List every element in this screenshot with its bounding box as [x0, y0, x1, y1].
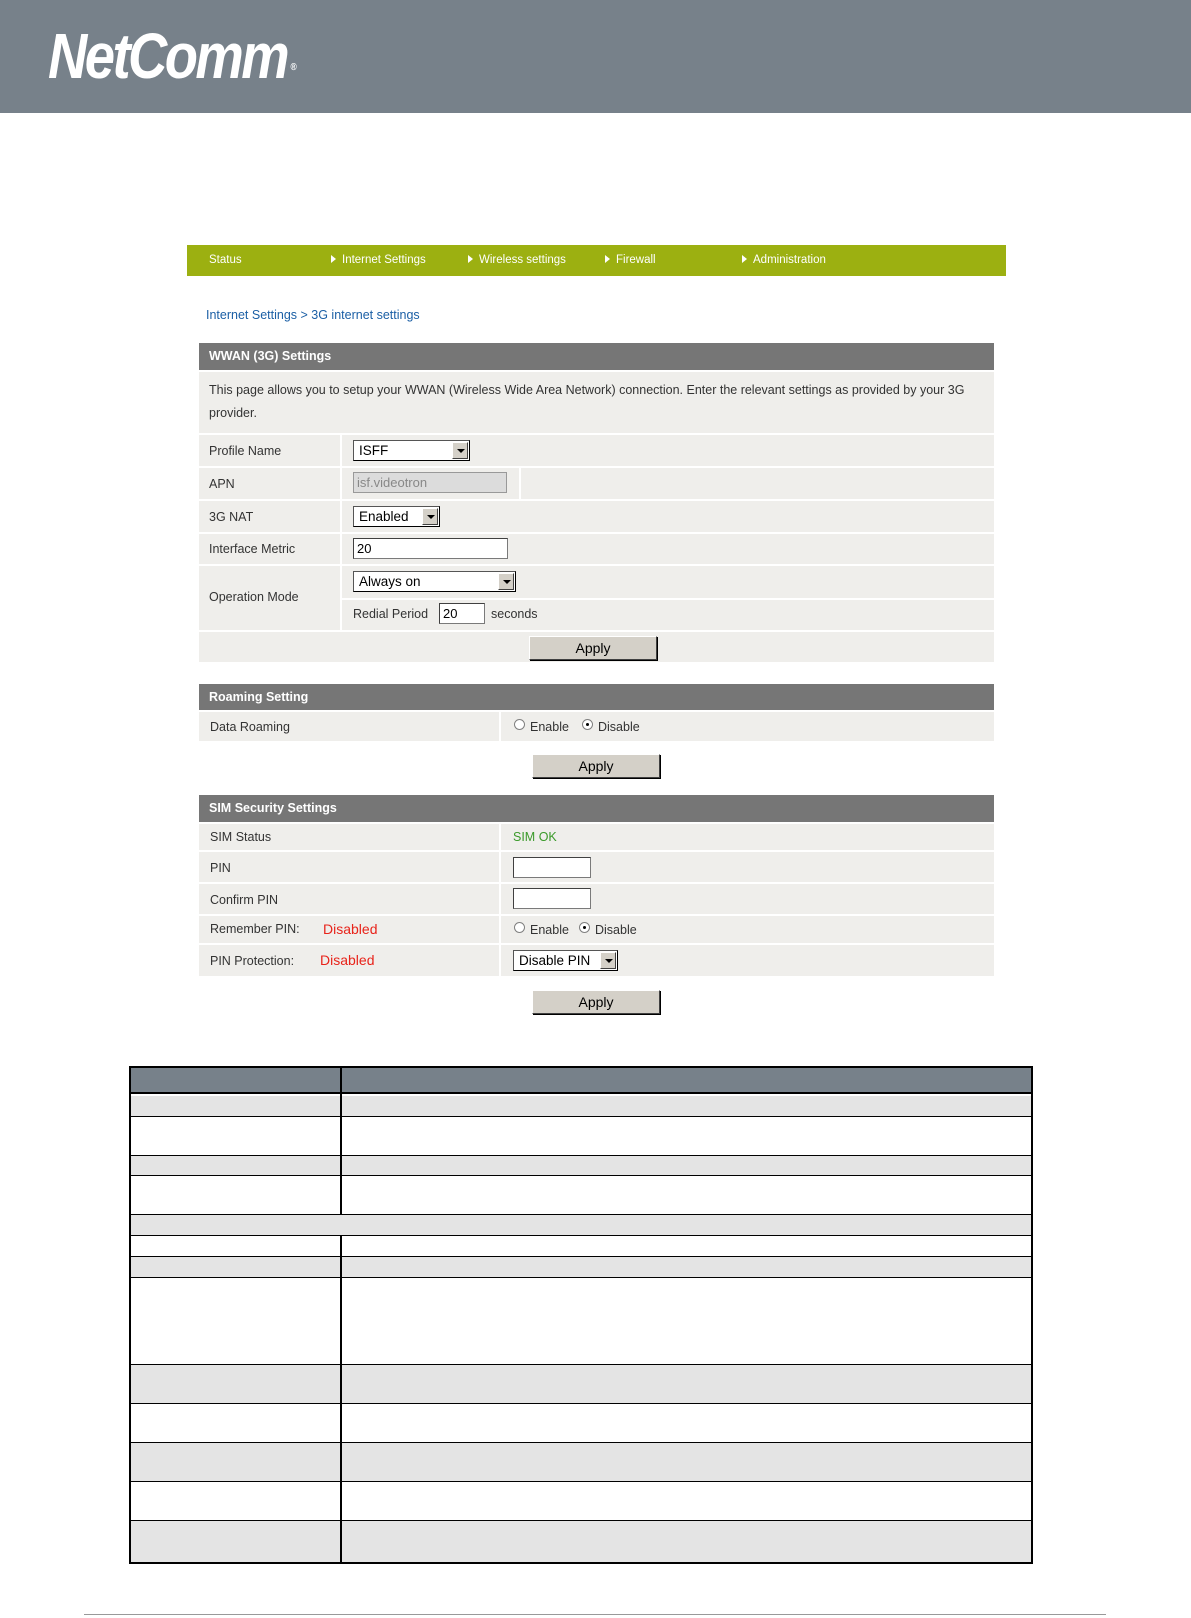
remember-pin-enable-radio[interactable] [514, 922, 525, 933]
arrow-right-icon [742, 255, 747, 263]
table-column-divider [340, 1068, 342, 1215]
netcomm-logo [48, 20, 297, 92]
pin-protection-state: Disabled [320, 952, 375, 968]
footer-divider [84, 1614, 1106, 1615]
wwan-description: This page allows you to setup your WWAN (Wireless Wide Area Network) connection. Enter the relevant settings as provided by your 3G provider. [199, 370, 994, 433]
nav-internet-settings-label: Internet Settings [342, 254, 426, 266]
nav-status-label: Status [209, 254, 242, 266]
confirm-pin-input[interactable] [513, 888, 591, 909]
interface-metric-label: Interface Metric [209, 542, 296, 556]
arrow-right-icon [468, 255, 473, 263]
nat-value: Enabled [359, 509, 409, 524]
redial-period-label: Redial Period [353, 607, 429, 621]
operation-mode-select[interactable] [353, 571, 516, 592]
table-row [131, 1176, 1031, 1215]
sim-security-panel [199, 795, 994, 976]
table-row [131, 1404, 1031, 1443]
roaming-enable-radio[interactable] [514, 719, 525, 730]
remember-pin-state: Disabled [323, 921, 378, 937]
column-divider [340, 468, 342, 499]
roaming-disable-radio[interactable] [582, 719, 593, 730]
arrow-right-icon [331, 255, 336, 263]
table-row [131, 1443, 1031, 1482]
chevron-down-icon[interactable] [452, 442, 468, 459]
pin-protection-select[interactable] [513, 950, 618, 971]
row-divider [342, 598, 994, 600]
redial-period-input[interactable]: 20 [439, 603, 485, 624]
sim-panel-title: SIM Security Settings [199, 795, 994, 822]
operation-mode-row [199, 564, 994, 630]
pin-row [199, 850, 994, 882]
sim-status-row [199, 822, 994, 850]
nav-status[interactable] [209, 245, 242, 276]
sim-status-value: SIM OK [513, 830, 557, 844]
remember-pin-disable-radio[interactable] [579, 922, 590, 933]
profile-name-value: ISFF [359, 443, 389, 458]
sim-apply-button[interactable]: Apply [532, 990, 660, 1014]
nat-label: 3G NAT [209, 510, 254, 524]
column-divider [340, 501, 342, 532]
operation-mode-label: Operation Mode [209, 590, 299, 604]
nav-wireless-settings-label: Wireless settings [479, 254, 566, 266]
roaming-panel [199, 684, 994, 741]
table-header [131, 1068, 1031, 1094]
table-row [131, 1117, 1031, 1156]
roaming-apply-button[interactable]: Apply [532, 754, 660, 778]
roaming-disable-label: Disable [598, 720, 640, 734]
pin-protection-row [199, 943, 994, 976]
chevron-down-icon[interactable] [422, 508, 438, 525]
table-row [131, 1521, 1031, 1562]
sim-status-label: SIM Status [210, 830, 272, 844]
chevron-down-icon[interactable] [498, 573, 514, 590]
arrow-right-icon [605, 255, 610, 263]
wwan-settings-panel [199, 343, 994, 662]
table-row [131, 1278, 1031, 1365]
nav-firewall-label: Firewall [616, 254, 656, 266]
confirm-pin-row [199, 882, 994, 914]
pin-protection-value: Disable PIN [519, 953, 591, 968]
remember-pin-disable-label: Disable [595, 923, 637, 937]
breadcrumb[interactable]: Internet Settings > 3G internet settings [206, 308, 420, 322]
apn-row [199, 466, 994, 499]
interface-metric-row [199, 532, 994, 564]
wwan-apply-button[interactable]: Apply [529, 636, 657, 660]
column-divider [499, 824, 501, 850]
column-divider [499, 945, 501, 976]
remember-pin-enable-label: Enable [530, 923, 569, 937]
remember-pin-label: Remember PIN: [210, 922, 300, 936]
table-column-divider [340, 1236, 342, 1562]
table-row [131, 1482, 1031, 1521]
roaming-enable-label: Enable [530, 720, 569, 734]
profile-name-label: Profile Name [209, 444, 282, 458]
table-section-row [131, 1215, 1031, 1236]
operation-mode-value: Always on [359, 574, 421, 589]
interface-metric-input[interactable]: 20 [353, 538, 508, 559]
pin-protection-label: PIN Protection: [210, 954, 295, 968]
wwan-panel-title: WWAN (3G) Settings [199, 343, 994, 370]
header-banner [0, 0, 1191, 113]
redial-period-unit: seconds [491, 607, 538, 621]
nat-select[interactable] [353, 506, 440, 527]
confirm-pin-label: Confirm PIN [210, 893, 279, 907]
table-row [131, 1365, 1031, 1404]
column-divider [340, 534, 342, 564]
registered-mark: ® [290, 62, 297, 73]
nav-administration[interactable] [742, 245, 826, 276]
table-row [131, 1257, 1031, 1278]
column-divider [499, 712, 501, 741]
pin-input[interactable] [513, 857, 591, 878]
nav-wireless-settings[interactable] [468, 245, 566, 276]
profile-name-select[interactable] [353, 440, 470, 461]
nav-firewall[interactable] [605, 245, 656, 276]
column-divider [519, 468, 521, 499]
remember-pin-row [199, 914, 994, 943]
data-roaming-row [199, 710, 994, 741]
pin-label: PIN [210, 861, 231, 875]
table-row [131, 1156, 1031, 1176]
nav-internet-settings[interactable] [331, 245, 426, 276]
wwan-apply-row [199, 630, 994, 662]
nat-row [199, 499, 994, 532]
column-divider [499, 852, 501, 882]
apn-input[interactable]: isf.videotron [353, 472, 507, 493]
chevron-down-icon[interactable] [600, 952, 616, 969]
roaming-panel-title: Roaming Setting [199, 684, 994, 710]
data-roaming-label: Data Roaming [210, 720, 290, 734]
column-divider [340, 435, 342, 466]
table-row [131, 1096, 1031, 1117]
table-row [131, 1236, 1031, 1257]
settings-reference-table [129, 1066, 1033, 1564]
logo-text: NetComm [48, 20, 288, 92]
main-nav [187, 245, 1006, 276]
profile-name-row [199, 433, 994, 466]
nav-administration-label: Administration [753, 254, 826, 266]
apn-label: APN [209, 477, 235, 491]
column-divider [499, 884, 501, 914]
column-divider [499, 916, 501, 943]
